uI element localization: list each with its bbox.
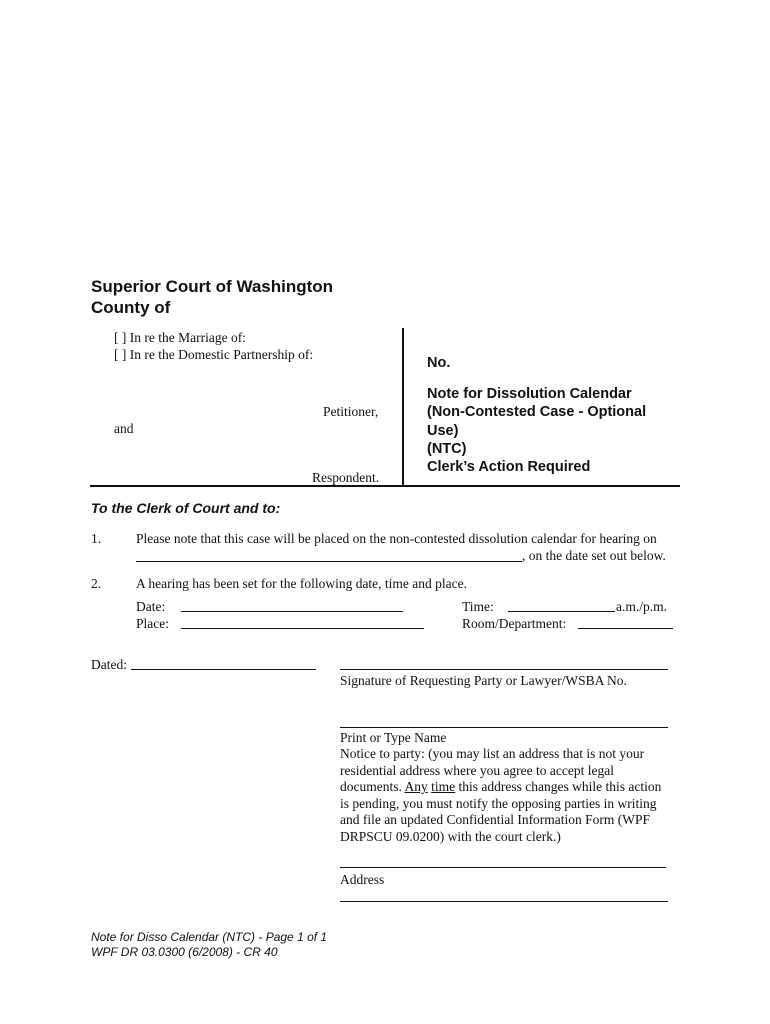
title-line: (Non-Contested Case - Optional bbox=[427, 404, 647, 421]
notice-any: Any bbox=[404, 779, 428, 795]
respondent-label: Respondent. bbox=[312, 470, 380, 485]
notice-intro: Notice to party: (you may list an address that is not your residential address where you agree to accept legal documents. bbox=[340, 746, 645, 795]
case-number-label: No. bbox=[427, 355, 451, 371]
signature-caption: Signature of Requesting Party or Lawyer/WSBA No. bbox=[340, 673, 627, 688]
partnership-option[interactable]: [ ] In re the Domestic Partnership of: bbox=[114, 347, 314, 362]
time-field[interactable] bbox=[508, 611, 615, 612]
marriage-option[interactable]: [ ] In re the Marriage of: bbox=[114, 330, 246, 345]
notice-time: time bbox=[431, 779, 456, 795]
place-field[interactable] bbox=[181, 628, 424, 629]
place-label: Place: bbox=[136, 616, 169, 631]
to-clerk-heading: To the Clerk of Court and to: bbox=[91, 500, 281, 516]
caption-vertical-divider bbox=[402, 328, 404, 486]
signature-line[interactable] bbox=[340, 669, 668, 670]
court-header bbox=[91, 276, 333, 318]
print-name-line[interactable] bbox=[340, 727, 668, 728]
print-name-label: Print or Type Name bbox=[340, 730, 447, 745]
item2-text: A hearing has been set for the following date, time and place. bbox=[136, 576, 468, 591]
item1-number: 1. bbox=[91, 531, 102, 546]
date-label: Date: bbox=[136, 599, 166, 614]
notice-rest: this address changes while this action is pending, you must notify the opposing parties in writing and file an updated Confidential Information Form (WPF DRPSCU 09.0200) with the court clerk.) bbox=[340, 779, 662, 844]
address-label: Address bbox=[340, 872, 385, 887]
dated-field[interactable] bbox=[131, 669, 316, 670]
address-line-1[interactable] bbox=[340, 867, 666, 868]
caption-horizontal-divider bbox=[90, 485, 680, 487]
title-line: Note for Dissolution Calendar bbox=[427, 386, 632, 402]
room-field[interactable] bbox=[578, 628, 673, 629]
time-suffix: a.m./p.m. bbox=[616, 599, 667, 614]
title-line: Use) bbox=[427, 422, 459, 439]
and-label: and bbox=[114, 421, 134, 436]
notice-to-party bbox=[340, 746, 672, 846]
footer-line-1: Note for Disso Calendar (NTC) - Page 1 of 1 bbox=[91, 930, 328, 944]
dated-label: Dated: bbox=[91, 657, 127, 672]
date-field[interactable] bbox=[181, 611, 403, 612]
room-label: Room/Department: bbox=[462, 616, 567, 631]
item2-number: 2. bbox=[91, 576, 102, 591]
page-footer bbox=[91, 930, 327, 960]
footer-line-2: WPF DR 03.0300 (6/2008) - CR 40 bbox=[91, 945, 278, 959]
title-line: (NTC) bbox=[427, 440, 467, 457]
address-line-2[interactable] bbox=[340, 901, 668, 902]
item1-suffix: , on the date set out below. bbox=[522, 548, 666, 563]
county-label: County of bbox=[91, 298, 171, 317]
petitioner-label: Petitioner, bbox=[323, 404, 379, 419]
document-title bbox=[427, 385, 672, 476]
item1-text: Please note that this case will be placed on the non-contested dissolution calendar for hearing on bbox=[136, 531, 657, 546]
court-name: Superior Court of Washington bbox=[91, 277, 334, 296]
time-label: Time: bbox=[462, 599, 494, 614]
hearing-date-blank[interactable] bbox=[136, 561, 522, 562]
title-line: Clerk’s Action Required bbox=[427, 459, 591, 476]
